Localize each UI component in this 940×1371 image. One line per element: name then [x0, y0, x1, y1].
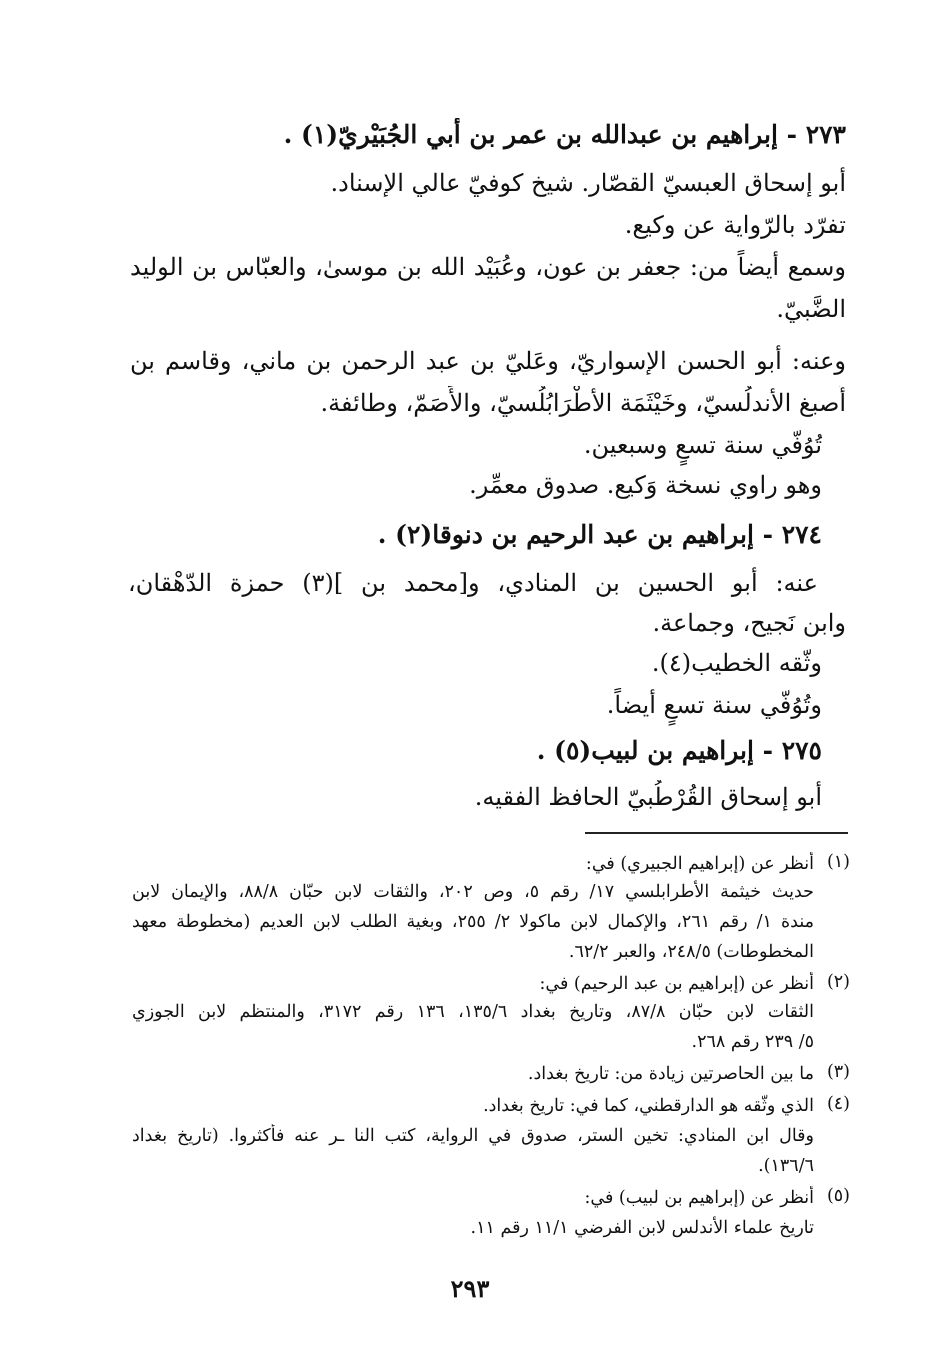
footnote-separator	[585, 832, 848, 834]
entry-273-line: الضَّبيّ.	[776, 295, 846, 323]
entry-heading-273: ٢٧٣ - إبراهيم بن عبدالله بن عمر بن أبي الجُبَيْريّ(١) .	[283, 120, 846, 149]
entry-273-line: وسمع أيضاً من: جعفر بن عون، وعُبَيْد الله بن موسىٰ، والعبّاس بن الوليد	[130, 253, 846, 281]
footnote-line: أنظر عن (إبراهيم الجبيري) في:	[585, 854, 814, 874]
entry-273-line: وهو راوي نسخة وَكيع. صدوق معمِّر.	[469, 471, 822, 499]
footnote-line: تاريخ علماء الأندلس لابن الفرضي ١١/١ رقم ١١.	[470, 1218, 814, 1238]
footnote-line: مندة ١/ رقم ٢٦١، والإكمال لابن ماكولا ٢/ ٢٥٥، وبغية الطلب لابن العديم (مخطوطة معهد	[132, 912, 814, 932]
footnote-line: حديث خيثمة الأطرابلسي ١٧/ رقم ٥، وص ٢٠٢، والثقات لابن حبّان ٨٨/٨، والإيمان لابن	[132, 882, 814, 902]
footnote-line: ٥/ ٢٣٩ رقم ٢٦٨.	[691, 1032, 814, 1052]
footnote-line: ١٣٦/٦).	[758, 1156, 814, 1176]
page-number: ٢٩٣	[450, 1274, 490, 1303]
entry-heading-274: ٢٧٤ - إبراهيم بن عبد الرحيم بن دنوقا(٢) .	[377, 520, 822, 549]
footnote-line: ما بين الحاصرتين زيادة من: تاريخ بغداد.	[527, 1064, 814, 1084]
entry-274-line: وتُوُفّي سنة تسعٍ أيضاً.	[606, 691, 822, 719]
entry-273-line: تُوُفّي سنة تسعٍ وسبعين.	[583, 431, 822, 459]
entry-274-line: عنه: أبو الحسين بن المنادي، و[محمد بن ](٣) حمزة الدّهْقان،	[128, 569, 818, 597]
footnote-number: (٥)	[826, 1186, 850, 1206]
footnote-line: المخطوطات) ٢٤٨/٥، والعبر ٦٢/٢.	[568, 942, 814, 962]
entry-274-line: وابن نَجيح، وجماعة.	[652, 609, 846, 637]
entry-275-line: أبو إسحاق القُرْطُبيّ الحافظ الفقيه.	[474, 783, 822, 811]
entry-274-line: وثّقه الخطيب(٤).	[651, 649, 822, 677]
entry-273-line: وعنه: أبو الحسن الإسواريّ، وعَليّ بن عبد الرحمن بن ماني، وقاسم بن	[130, 347, 846, 375]
entry-heading-275: ٢٧٥ - إبراهيم بن لبيب(٥) .	[536, 736, 822, 765]
entry-273-line: تفرّد بالرّواية عن وكيع.	[624, 211, 846, 239]
entry-273-line: أَصبغ الأندلُسيّ، وخَيْثَمَة الأطْرَابُلُسيّ، والأَصَمّ، وطائفة.	[320, 389, 846, 417]
footnote-number: (١)	[826, 852, 850, 872]
footnote-line: الثقات لابن حبّان ٨٧/٨، وتاريخ بغداد ١٣٥/٦، ١٣٦ رقم ٣١٧٢، والمنتظم لابن الجوزي	[132, 1002, 814, 1022]
footnote-line: وقال ابن المنادي: تخين الستر، صدوق في الرواية، كتب النا ـر عنه فأكثروا. (تاريخ بغداد	[132, 1126, 814, 1146]
footnote-line: أنظر عن (إبراهيم بن لبيب) في:	[584, 1188, 814, 1208]
footnote-line: أنظر عن (إبراهيم بن عبد الرحيم) في:	[539, 974, 814, 994]
entry-273-line: أبو إسحاق العبسيّ القصّار. شيخ كوفيّ عالي الإسناد.	[330, 169, 846, 197]
footnote-number: (٢)	[826, 972, 850, 992]
footnote-number: (٣)	[826, 1062, 850, 1082]
footnote-number: (٤)	[826, 1094, 850, 1114]
footnote-line: الذي وثّقه هو الدارقطني، كما في: تاريخ بغداد.	[483, 1096, 814, 1116]
